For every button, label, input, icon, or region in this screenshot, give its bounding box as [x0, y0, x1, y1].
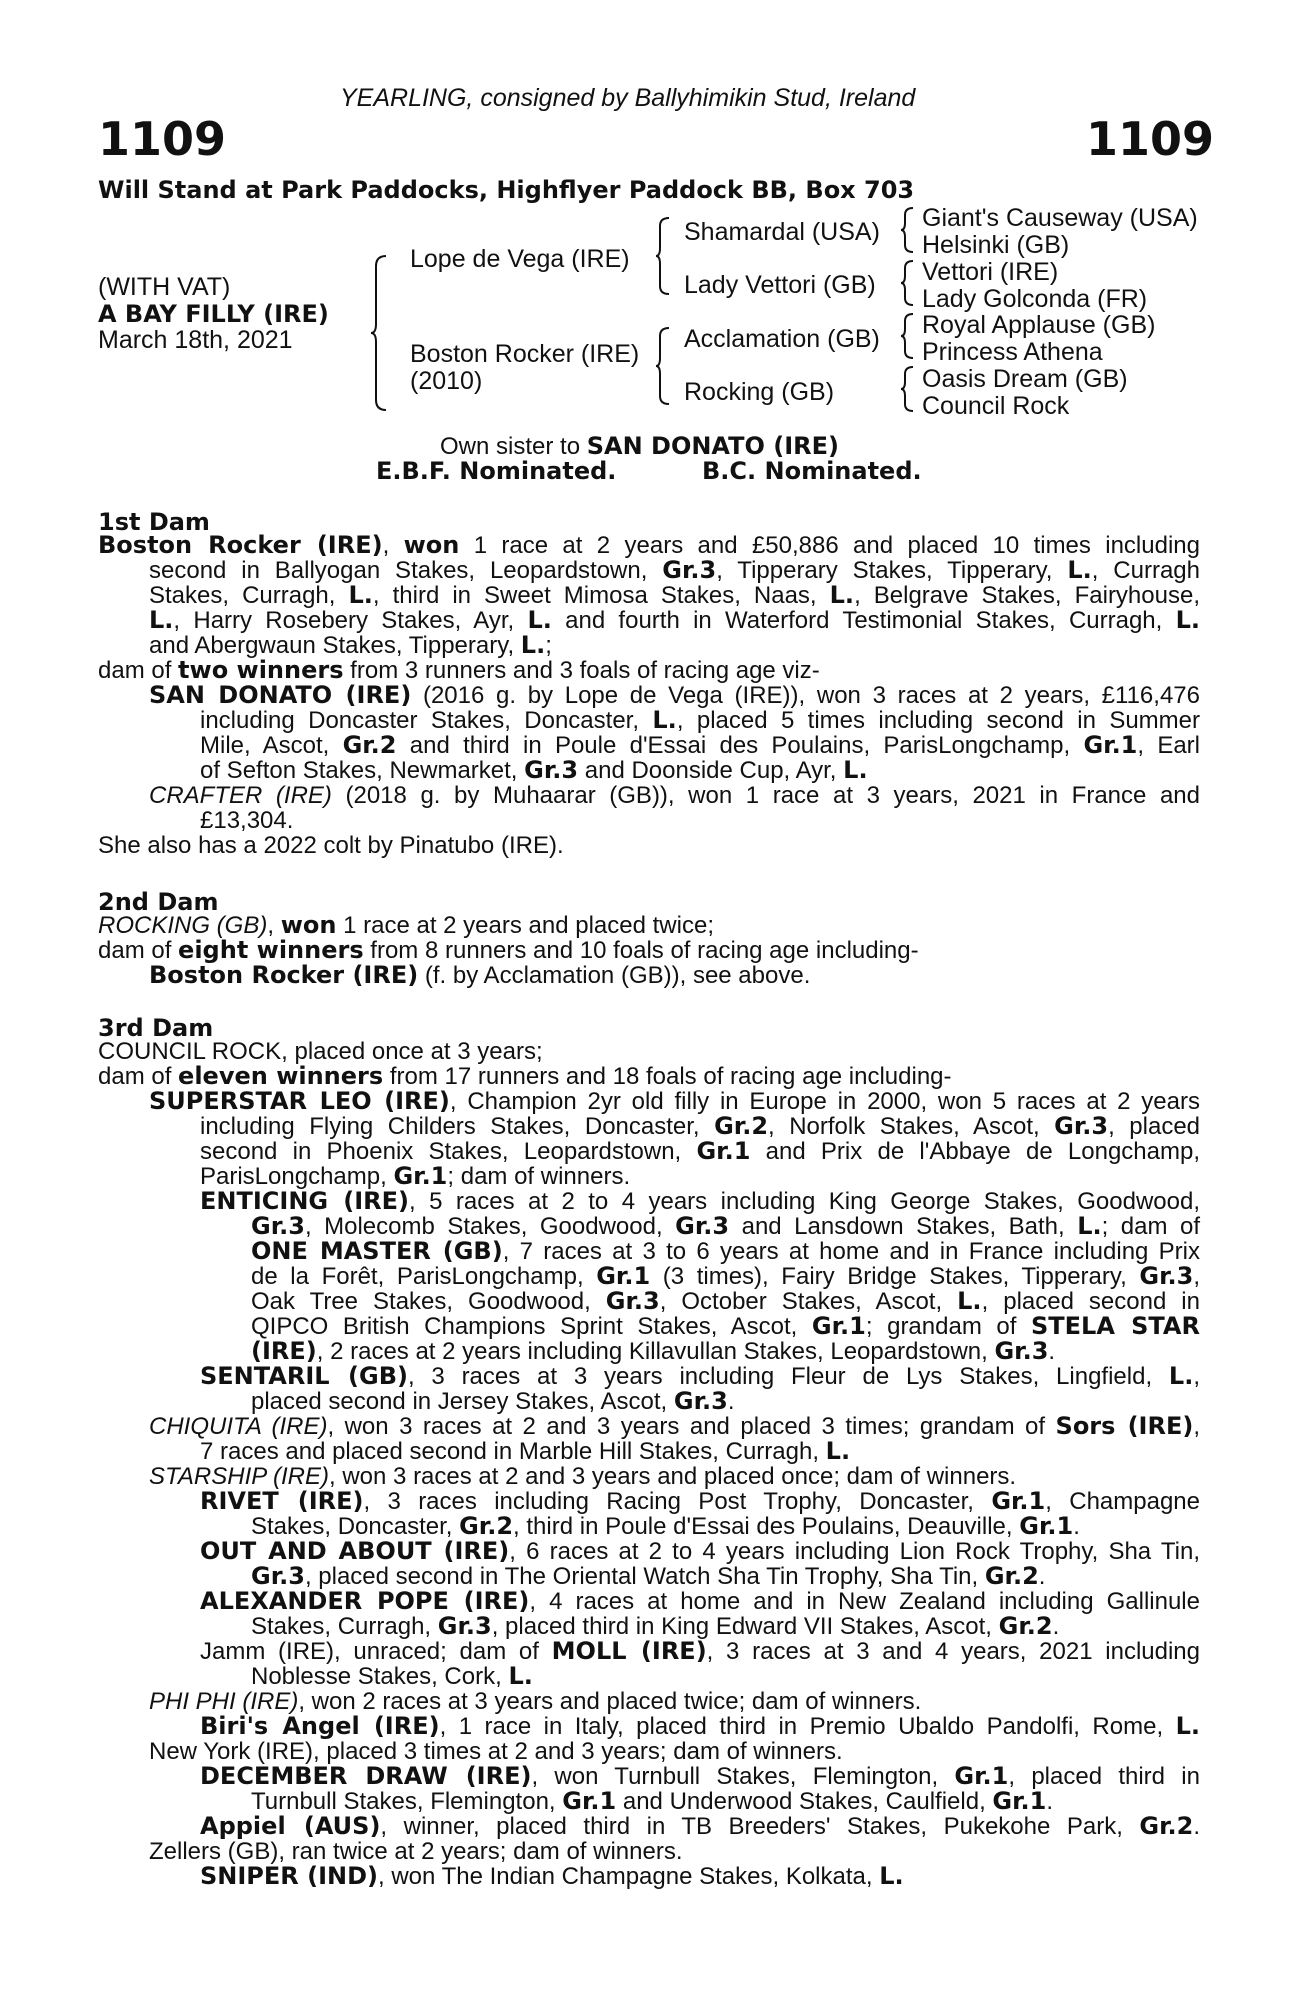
text-run: second in Ballyogan Stakes, Leopardstown,: [149, 557, 663, 584]
bold-text: Gr.2: [998, 1612, 1053, 1640]
bold-text: Gr.1: [811, 1312, 866, 1340]
bold-text: STELA STAR: [1030, 1312, 1200, 1340]
horse-name: A BAY FILLY (IRE): [98, 300, 329, 328]
bold-text: OUT AND ABOUT (IRE): [200, 1537, 510, 1565]
bold-text: L.: [1175, 606, 1201, 634]
text-run: £13,304.: [200, 807, 294, 834]
bold-text: Gr.2: [459, 1512, 514, 1540]
bold-text: SUPERSTAR LEO (IRE): [149, 1087, 450, 1115]
bold-text: Sors (IRE): [1055, 1412, 1194, 1440]
bold-text: L.: [652, 706, 677, 734]
text-run: , October Stakes, Ascot,: [659, 1288, 958, 1315]
text-run: 1 race at 2 years and placed twice;: [336, 912, 714, 939]
text-run: She also has a 2022 colt by Pinatubo (IRE).: [98, 832, 564, 859]
bold-text: L.: [957, 1287, 982, 1315]
text-run: , 3 races including Racing Post Trophy, Doncaster,: [363, 1488, 992, 1515]
pedigree-dam-dam: Rocking (GB): [684, 378, 835, 406]
bold-text: Appiel (AUS): [200, 1812, 381, 1840]
catalogue-line: [200, 733, 1200, 758]
catalogue-line: [200, 758, 868, 783]
text-run: Mile, Ascot,: [200, 732, 343, 759]
bold-text: SNIPER (IND): [200, 1862, 378, 1890]
text-run: .: [1038, 1563, 1046, 1590]
italic-text: ROCKING (GB): [98, 912, 268, 939]
catalogue-line: [149, 1464, 1016, 1489]
bold-text: L.: [879, 1862, 904, 1890]
text-run: COUNCIL ROCK, placed once at 3 years;: [98, 1038, 543, 1065]
catalogue-line: [251, 1264, 1200, 1289]
text-run: ;: [545, 632, 552, 659]
bold-text: Gr.1: [1019, 1512, 1074, 1540]
pedigree-ssd: Helsinki (GB): [922, 231, 1070, 259]
catalogue-line: [98, 1039, 543, 1064]
bold-text: Gr.3: [524, 756, 579, 784]
bold-text: L.: [1067, 556, 1092, 584]
text-run: and Lansdown Stakes, Bath,: [729, 1213, 1078, 1240]
catalogue-line: [251, 1214, 1200, 1239]
text-run: New York (IRE), placed 3 times at 2 and 3 years; dam of winners.: [149, 1738, 843, 1765]
catalogue-line: [200, 1189, 1200, 1214]
italic-text: STARSHIP (IRE): [149, 1463, 330, 1490]
bold-text: L.: [508, 1662, 533, 1690]
text-run: , 6 races at 2 to 4 years including Lion Rock Trophy, Sha Tin,: [509, 1538, 1201, 1565]
text-run: ,: [1193, 1413, 1200, 1440]
bold-text: Gr.3: [251, 1212, 305, 1240]
text-run: , placed third in: [1008, 1763, 1200, 1790]
vat-note: (WITH VAT): [98, 273, 231, 301]
catalogue-line: [149, 1414, 1200, 1439]
text-run: QIPCO British Champions Sprint Stakes, Ascot,: [251, 1313, 812, 1340]
text-run: , Belgrave Stakes, Fairyhouse,: [854, 582, 1200, 609]
text-run: 1 race at 2 years and £50,886 and placed 10 times including: [459, 532, 1200, 559]
date-of-birth: March 18th, 2021: [98, 326, 293, 354]
text-run: , Curragh: [1091, 557, 1200, 584]
bold-text: L.: [1077, 1212, 1102, 1240]
text-run: ,: [1193, 1263, 1200, 1290]
catalogue-line: [251, 1789, 1053, 1814]
text-run: and third in Poule d'Essai des Poulains, ParisLongchamp,: [396, 732, 1084, 759]
text-run: ; dam of: [1101, 1213, 1200, 1240]
text-run: and Abergwaun Stakes, Tipperary,: [149, 632, 521, 659]
bold-text: L.: [1168, 1362, 1194, 1390]
text-run: ParisLongchamp,: [200, 1163, 394, 1190]
text-run: , placed 5 times including second in Summer: [676, 707, 1200, 734]
italic-text: PHI PHI (IRE): [149, 1688, 299, 1715]
pedigree-dam-year: (2010): [410, 367, 483, 395]
catalogue-line: [251, 1514, 1080, 1539]
catalogue-line: [98, 658, 820, 683]
text-run: .: [1052, 1613, 1060, 1640]
bold-text: Biri's Angel (IRE): [200, 1712, 440, 1740]
bold-text: won: [403, 531, 460, 559]
catalogue-line: [149, 1689, 921, 1714]
text-run: , Molecomb Stakes, Goodwood,: [304, 1213, 676, 1240]
bold-text: Gr.3: [994, 1337, 1049, 1365]
text-run: .: [1046, 1788, 1054, 1815]
catalogue-line: [200, 1814, 1200, 1839]
catalogue-line: [149, 1089, 1200, 1114]
text-run: , 7 races at 3 to 6 years at home and in France including Prix: [502, 1238, 1200, 1265]
own-sister-prefix: Own sister to: [440, 433, 587, 460]
text-run: ,: [382, 532, 404, 559]
section-third-dam: 3rd Dam: [98, 1014, 214, 1042]
pedigree-dam-sire: Acclamation (GB): [684, 325, 880, 353]
section-first-dam: 1st Dam: [98, 508, 210, 536]
bold-text: L.: [520, 631, 546, 659]
bold-text: Gr.1: [954, 1762, 1009, 1790]
text-run: ; grandam of: [865, 1313, 1031, 1340]
text-run: Noblesse Stakes, Cork,: [251, 1663, 509, 1690]
text-run: , Harry Rosebery Stakes, Ayr,: [173, 607, 528, 634]
catalogue-line: [149, 963, 810, 988]
text-run: (2018 g. by Muhaarar (GB)), won 1 race at 3 years, 2021 in France and: [331, 782, 1200, 809]
own-sister-name: SAN DONATO (IRE): [586, 432, 840, 460]
catalogue-line: [98, 913, 714, 938]
text-run: , placed: [1108, 1113, 1201, 1140]
bold-text: ENTICING (IRE): [200, 1187, 409, 1215]
catalogue-line: [200, 1139, 1200, 1164]
text-run: including Flying Childers Stakes, Doncaster,: [200, 1113, 715, 1140]
italic-text: CHIQUITA (IRE): [149, 1413, 328, 1440]
catalogue-line: [251, 1389, 735, 1414]
bold-text: L.: [527, 606, 552, 634]
catalogue-line: [149, 1839, 683, 1864]
pedigree-sire: Lope de Vega (IRE): [410, 245, 630, 273]
bold-text: L.: [149, 606, 174, 634]
bold-text: L.: [1175, 1712, 1200, 1740]
text-run: , 3 races at 3 years including Fleur de Lys Stakes, Lingfield,: [407, 1363, 1169, 1390]
pedigree-ddd: Council Rock: [922, 392, 1070, 420]
catalogue-line: [200, 1364, 1200, 1389]
text-run: .: [727, 1388, 735, 1415]
bold-text: eleven winners: [178, 1062, 384, 1090]
catalogue-line: [251, 1614, 1059, 1639]
bc-nominated: B.C. Nominated.: [702, 457, 922, 485]
section-second-dam: 2nd Dam: [98, 888, 219, 916]
text-run: , 2 races at 2 years including Killavullan Stakes, Leopardstown,: [316, 1338, 995, 1365]
bold-text: eight winners: [178, 936, 364, 964]
text-run: from 8 runners and 10 foals of racing age including-: [363, 937, 919, 964]
bold-text: Gr.3: [605, 1287, 660, 1315]
pedigree-dam: Boston Rocker (IRE): [410, 340, 640, 368]
catalogue-line: [200, 1714, 1200, 1739]
catalogue-line: [98, 533, 1200, 558]
bold-text: L.: [843, 756, 868, 784]
catalogue-line: [200, 1589, 1200, 1614]
text-run: and Doonside Cup, Ayr,: [578, 757, 844, 784]
bold-text: L.: [825, 1437, 851, 1465]
pedigree-dds: Oasis Dream (GB): [922, 365, 1128, 393]
text-run: ,: [1193, 1363, 1200, 1390]
bold-text: L.: [829, 581, 855, 609]
bold-text: Boston Rocker (IRE): [149, 961, 419, 989]
catalogue-line: [98, 1064, 952, 1089]
text-run: Turnbull Stakes, Flemington,: [251, 1788, 563, 1815]
pedigree-sire-dam: Lady Vettori (GB): [684, 271, 876, 299]
catalogue-line: [149, 783, 1200, 808]
ebf-nominated: E.B.F. Nominated.: [376, 457, 617, 485]
bold-text: Gr.1: [1083, 731, 1138, 759]
stand-location: Will Stand at Park Paddocks, Highflyer Paddock BB, Box 703: [98, 176, 915, 204]
bold-text: Gr.3: [437, 1612, 492, 1640]
bold-text: ONE MASTER (GB): [251, 1237, 503, 1265]
catalogue-line: [149, 633, 552, 658]
catalogue-line: [200, 1539, 1200, 1564]
text-run: and fourth in Waterford Testimonial Stakes, Curragh,: [551, 607, 1176, 634]
text-run: of Sefton Stakes, Newmarket,: [200, 757, 525, 784]
bold-text: Gr.1: [393, 1162, 448, 1190]
text-run: second in Phoenix Stakes, Leopardstown,: [200, 1138, 697, 1165]
bold-text: Gr.3: [1054, 1112, 1109, 1140]
catalogue-line: [251, 1239, 1200, 1264]
text-run: , won 3 races at 2 and 3 years and placed once; dam of winners.: [329, 1463, 1017, 1490]
catalogue-line: [251, 1314, 1200, 1339]
bold-text: Gr.2: [342, 731, 397, 759]
text-run: , Earl: [1137, 732, 1200, 759]
text-run: , 4 races at home and in New Zealand including Gallinule: [529, 1588, 1200, 1615]
bold-text: ALEXANDER POPE (IRE): [200, 1587, 530, 1615]
bold-text: Gr.1: [991, 1487, 1046, 1515]
bold-text: SENTARIL (GB): [200, 1362, 408, 1390]
bold-text: two winners: [178, 656, 344, 684]
lot-number-left: 1109: [98, 112, 227, 166]
text-run: ; dam of winners.: [447, 1163, 631, 1190]
text-run: Stakes, Curragh,: [251, 1613, 438, 1640]
pedigree-sds: Vettori (IRE): [922, 258, 1059, 286]
consignment-line: YEARLING, consigned by Ballyhimikin Stud, Ireland: [340, 84, 916, 112]
bold-text: Boston Rocker (IRE): [98, 531, 383, 559]
text-run: from 3 runners and 3 foals of racing age viz-: [343, 657, 820, 684]
text-run: , winner, placed third in TB Breeders' Stakes, Pukekohe Park,: [380, 1813, 1140, 1840]
catalogue-line: [149, 583, 1200, 608]
bold-text: RIVET (IRE): [200, 1487, 364, 1515]
bold-text: Gr.1: [992, 1787, 1047, 1815]
catalogue-line: [251, 1339, 1055, 1364]
bold-text: MOLL (IRE): [551, 1637, 707, 1665]
pedigree-sss: Giant's Causeway (USA): [922, 204, 1198, 232]
text-run: placed second in Jersey Stakes, Ascot,: [251, 1388, 674, 1415]
text-run: , placed third in King Edward VII Stakes, Ascot,: [491, 1613, 999, 1640]
text-run: , Tipperary Stakes, Tipperary,: [716, 557, 1068, 584]
text-run: , won Turnbull Stakes, Flemington,: [531, 1763, 955, 1790]
text-run: dam of: [98, 937, 179, 964]
bold-text: Gr.1: [596, 1262, 651, 1290]
catalogue-line: [149, 683, 1200, 708]
catalogue-line: [200, 1639, 1200, 1664]
catalogue-line: [200, 1439, 850, 1464]
text-run: (f. by Acclamation (GB)), see above.: [418, 962, 811, 989]
text-run: .: [1073, 1513, 1080, 1540]
text-run: (2016 g. by Lope de Vega (IRE)), won 3 races at 2 years, £116,476: [411, 682, 1200, 709]
catalogue-line: [200, 708, 1200, 733]
bold-text: won: [280, 911, 337, 939]
text-run: de la Forêt, ParisLongchamp,: [251, 1263, 597, 1290]
text-run: , placed second in: [981, 1288, 1200, 1315]
catalogue-line: [251, 1289, 1200, 1314]
text-run: and Underwood Stakes, Caulfield,: [616, 1788, 993, 1815]
catalogue-line: [200, 1114, 1200, 1139]
bold-text: Gr.2: [714, 1112, 769, 1140]
catalogue-line: [149, 558, 1200, 583]
bold-text: SAN DONATO (IRE): [149, 681, 412, 709]
text-run: 7 races and placed second in Marble Hill Stakes, Curragh,: [200, 1438, 826, 1465]
bold-text: L.: [348, 581, 373, 609]
lot-number-right: 1109: [1086, 112, 1215, 166]
text-run: Stakes, Curragh,: [149, 582, 349, 609]
text-run: .: [1048, 1338, 1056, 1365]
italic-text: CRAFTER (IRE): [149, 782, 332, 809]
catalogue-line: [149, 608, 1200, 633]
text-run: Zellers (GB), ran twice at 2 years; dam of winners.: [149, 1838, 683, 1865]
text-run: , third in Poule d'Essai des Poulains, Deauville,: [513, 1513, 1020, 1540]
text-run: , 3 races at 3 and 4 years, 2021 including: [706, 1638, 1201, 1665]
bold-text: Gr.2: [984, 1562, 1039, 1590]
bold-text: Gr.3: [662, 556, 717, 584]
bold-text: (IRE): [251, 1337, 317, 1365]
text-run: ,: [267, 912, 281, 939]
pedigree-sdd: Lady Golconda (FR): [922, 285, 1148, 313]
text-run: , won 3 races at 2 and 3 years and placed 3 times; grandam of: [327, 1413, 1056, 1440]
text-run: Stakes, Doncaster,: [251, 1513, 460, 1540]
catalogue-line: [200, 1764, 1200, 1789]
catalogue-line: [200, 1164, 630, 1189]
pedigree-dsd: Princess Athena: [922, 338, 1103, 366]
text-run: , Norfolk Stakes, Ascot,: [768, 1113, 1055, 1140]
text-run: , won 2 races at 3 years and placed twice; dam of winners.: [298, 1688, 922, 1715]
catalogue-line: [251, 1664, 533, 1689]
text-run: and Prix de l'Abbaye de Longchamp,: [750, 1138, 1200, 1165]
text-run: dam of: [98, 1063, 179, 1090]
bold-text: DECEMBER DRAW (IRE): [200, 1762, 532, 1790]
bold-text: Gr.1: [562, 1787, 617, 1815]
catalogue-line: [98, 833, 564, 858]
pedigree-sire-sire: Shamardal (USA): [684, 218, 880, 246]
bold-text: Gr.3: [673, 1387, 728, 1415]
text-run: , Champagne: [1045, 1488, 1201, 1515]
text-run: , 1 race in Italy, placed third in Premio Ubaldo Pandolfi, Rome,: [439, 1713, 1176, 1740]
bold-text: Gr.3: [251, 1562, 305, 1590]
text-run: , placed second in The Oriental Watch Sha Tin Trophy, Sha Tin,: [304, 1563, 985, 1590]
text-run: including Doncaster Stakes, Doncaster,: [200, 707, 653, 734]
text-run: .: [1193, 1813, 1200, 1840]
catalogue-line: [251, 1564, 1045, 1589]
catalogue-line: [200, 808, 293, 833]
catalogue-line: [200, 1489, 1200, 1514]
text-run: dam of: [98, 657, 179, 684]
text-run: , third in Sweet Mimosa Stakes, Naas,: [372, 582, 830, 609]
text-run: , Champion 2yr old filly in Europe in 2000, won 5 races at 2 years: [449, 1088, 1200, 1115]
bold-text: Gr.2: [1139, 1812, 1194, 1840]
text-run: Oak Tree Stakes, Goodwood,: [251, 1288, 606, 1315]
catalogue-line: [200, 1864, 904, 1889]
text-run: , won The Indian Champagne Stakes, Kolkata,: [378, 1863, 880, 1890]
text-run: (3 times), Fairy Bridge Stakes, Tipperary,: [650, 1263, 1140, 1290]
pedigree-dss: Royal Applause (GB): [922, 311, 1156, 339]
bold-text: Gr.3: [675, 1212, 730, 1240]
text-run: Jamm (IRE), unraced; dam of: [200, 1638, 552, 1665]
bold-text: Gr.3: [1139, 1262, 1194, 1290]
text-run: from 17 runners and 18 foals of racing age including-: [383, 1063, 952, 1090]
catalogue-line: [149, 1739, 843, 1764]
bold-text: Gr.1: [696, 1137, 751, 1165]
catalogue-line: [98, 938, 919, 963]
text-run: , 5 races at 2 to 4 years including King George Stakes, Goodwood,: [408, 1188, 1200, 1215]
